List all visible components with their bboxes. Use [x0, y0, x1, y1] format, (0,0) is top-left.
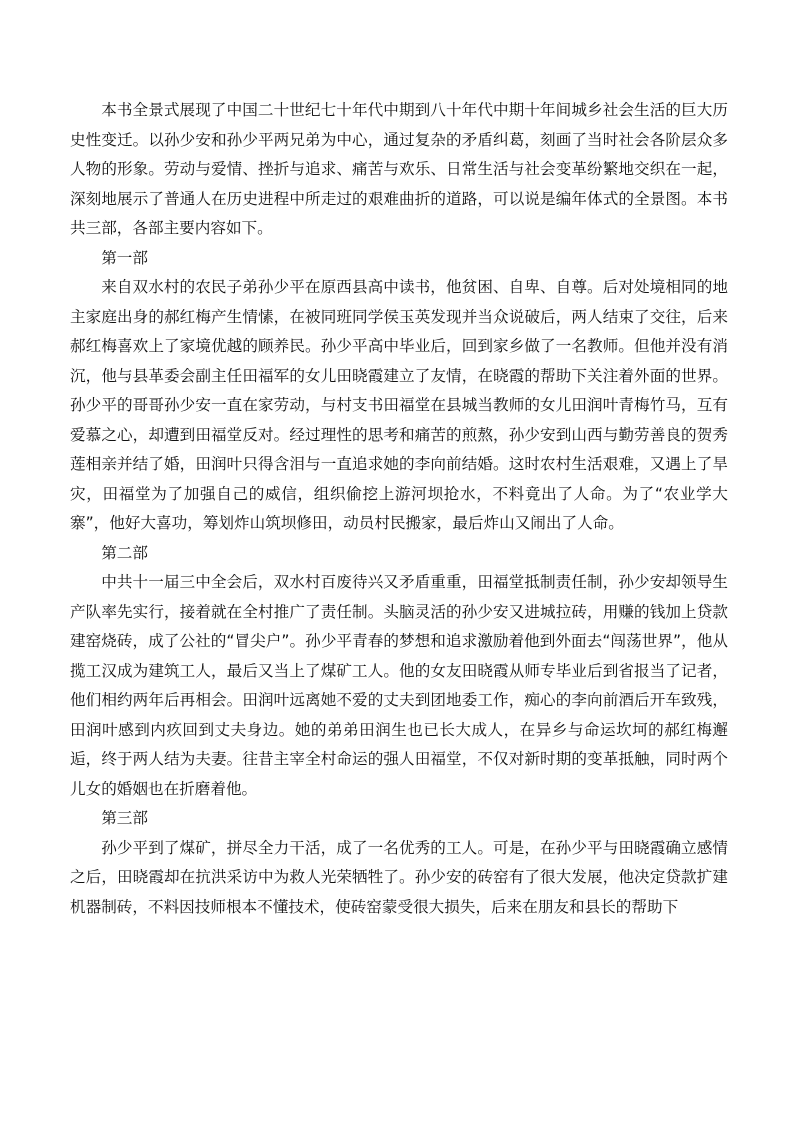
document-page — [70, 96, 728, 922]
section-heading-part-1: 第一部 — [101, 248, 148, 267]
intro-paragraph: 本书全景式展现了中国二十世纪七十年代中期到八十年代中期十年间城乡社会生活的巨大历史性变迁。以孙少安和孙少平两兄弟为中心，通过复杂的矛盾纠葛，刻画了当时社会各阶层众多人物的形象。劳动与爱情、挫折与追求、痛苦与欢乐、日常生活与社会变革纷繁地交织在一起，深刻地展示了普通人在历史进程中所走过的艰难曲折的道路，可以说是编年体式的全景图。本书共三部，各部主要内容如下。 — [70, 101, 728, 237]
section-body-part-3: 孙少平到了煤矿，拼尽全力干活，成了一名优秀的工人。可是，在孙少平与田晓霞确立感情之后，田晓霞却在抗洪采访中为救人光荣牺牲了。孙少安的砖窑有了很大发展，他决定贷款扩建机器制砖，不料因技师根本不懂技术，使砖窑蒙受很大损失，后来在朋友和县长的帮助下 — [70, 838, 728, 916]
section-heading-part-3: 第三部 — [101, 809, 148, 827]
section-heading-part-2: 第二部 — [101, 543, 148, 562]
section-body-part-2: 中共十一届三中全会后，双水村百废待兴又矛盾重重，田福堂抵制责任制，孙少安却领导生产队率先实行，接着就在全村推广了责任制。头脑灵活的孙少安又进城拉砖，用赚的钱加上贷款建窑烧砖，成了公社的“冒尖户”。孙少平青春的梦想和追求激励着他到外面去“闯荡世界”，他从揽工汉成为建筑工人，最后又当上了煤矿工人。他的女友田晓霞从师专毕业后到省报当了记者，他们相约两年后再相会。田润叶远离她不爱的丈夫到团地委工作，痴心的李向前酒后开车致残，田润叶感到内疚回到丈夫身边。她的弟弟田润生也已长大成人，在异乡与命运坎坷的郝红梅邂逅，终于两人结为夫妻。往昔主宰全村命运的强人田福堂，不仅对新时期的变革抵触，同时两个儿女的婚姻也在折磨着他。 — [70, 573, 728, 798]
section-body-part-1: 来自双水村的农民子弟孙少平在原西县高中读书，他贫困、自卑、自尊。后对处境相同的地主家庭出身的郝红梅产生情愫，在被同班同学侯玉英发现并当众说破后，两人结束了交往，后来郝红梅喜欢上了家境优越的顾养民。孙少平高中毕业后，回到家乡做了一名教师。但他并没有消沉，他与县革委会副主任田福军的女儿田晓霞建立了友情，在晓霞的帮助下关注着外面的世界。孙少平的哥哥孙少安一直在家劳动，与村支书田福堂在县城当教师的女儿田润叶青梅竹马，互有爱慕之心，却遭到田福堂反对。经过理性的思考和痛苦的煎熬，孙少安到山西与勤劳善良的贺秀莲相亲并结了婚，田润叶只得含泪与一直追求她的李向前结婚。这时农村生活艰难，又遇上了旱灾，田福堂为了加强自己的威信，组织偷挖上游河坝抢水，不料竟出了人命。为了“农业学大寨”，他好大喜功，筹划炸山筑坝修田，动员村民搬家，最后炸山又闹出了人命。 — [70, 278, 728, 532]
